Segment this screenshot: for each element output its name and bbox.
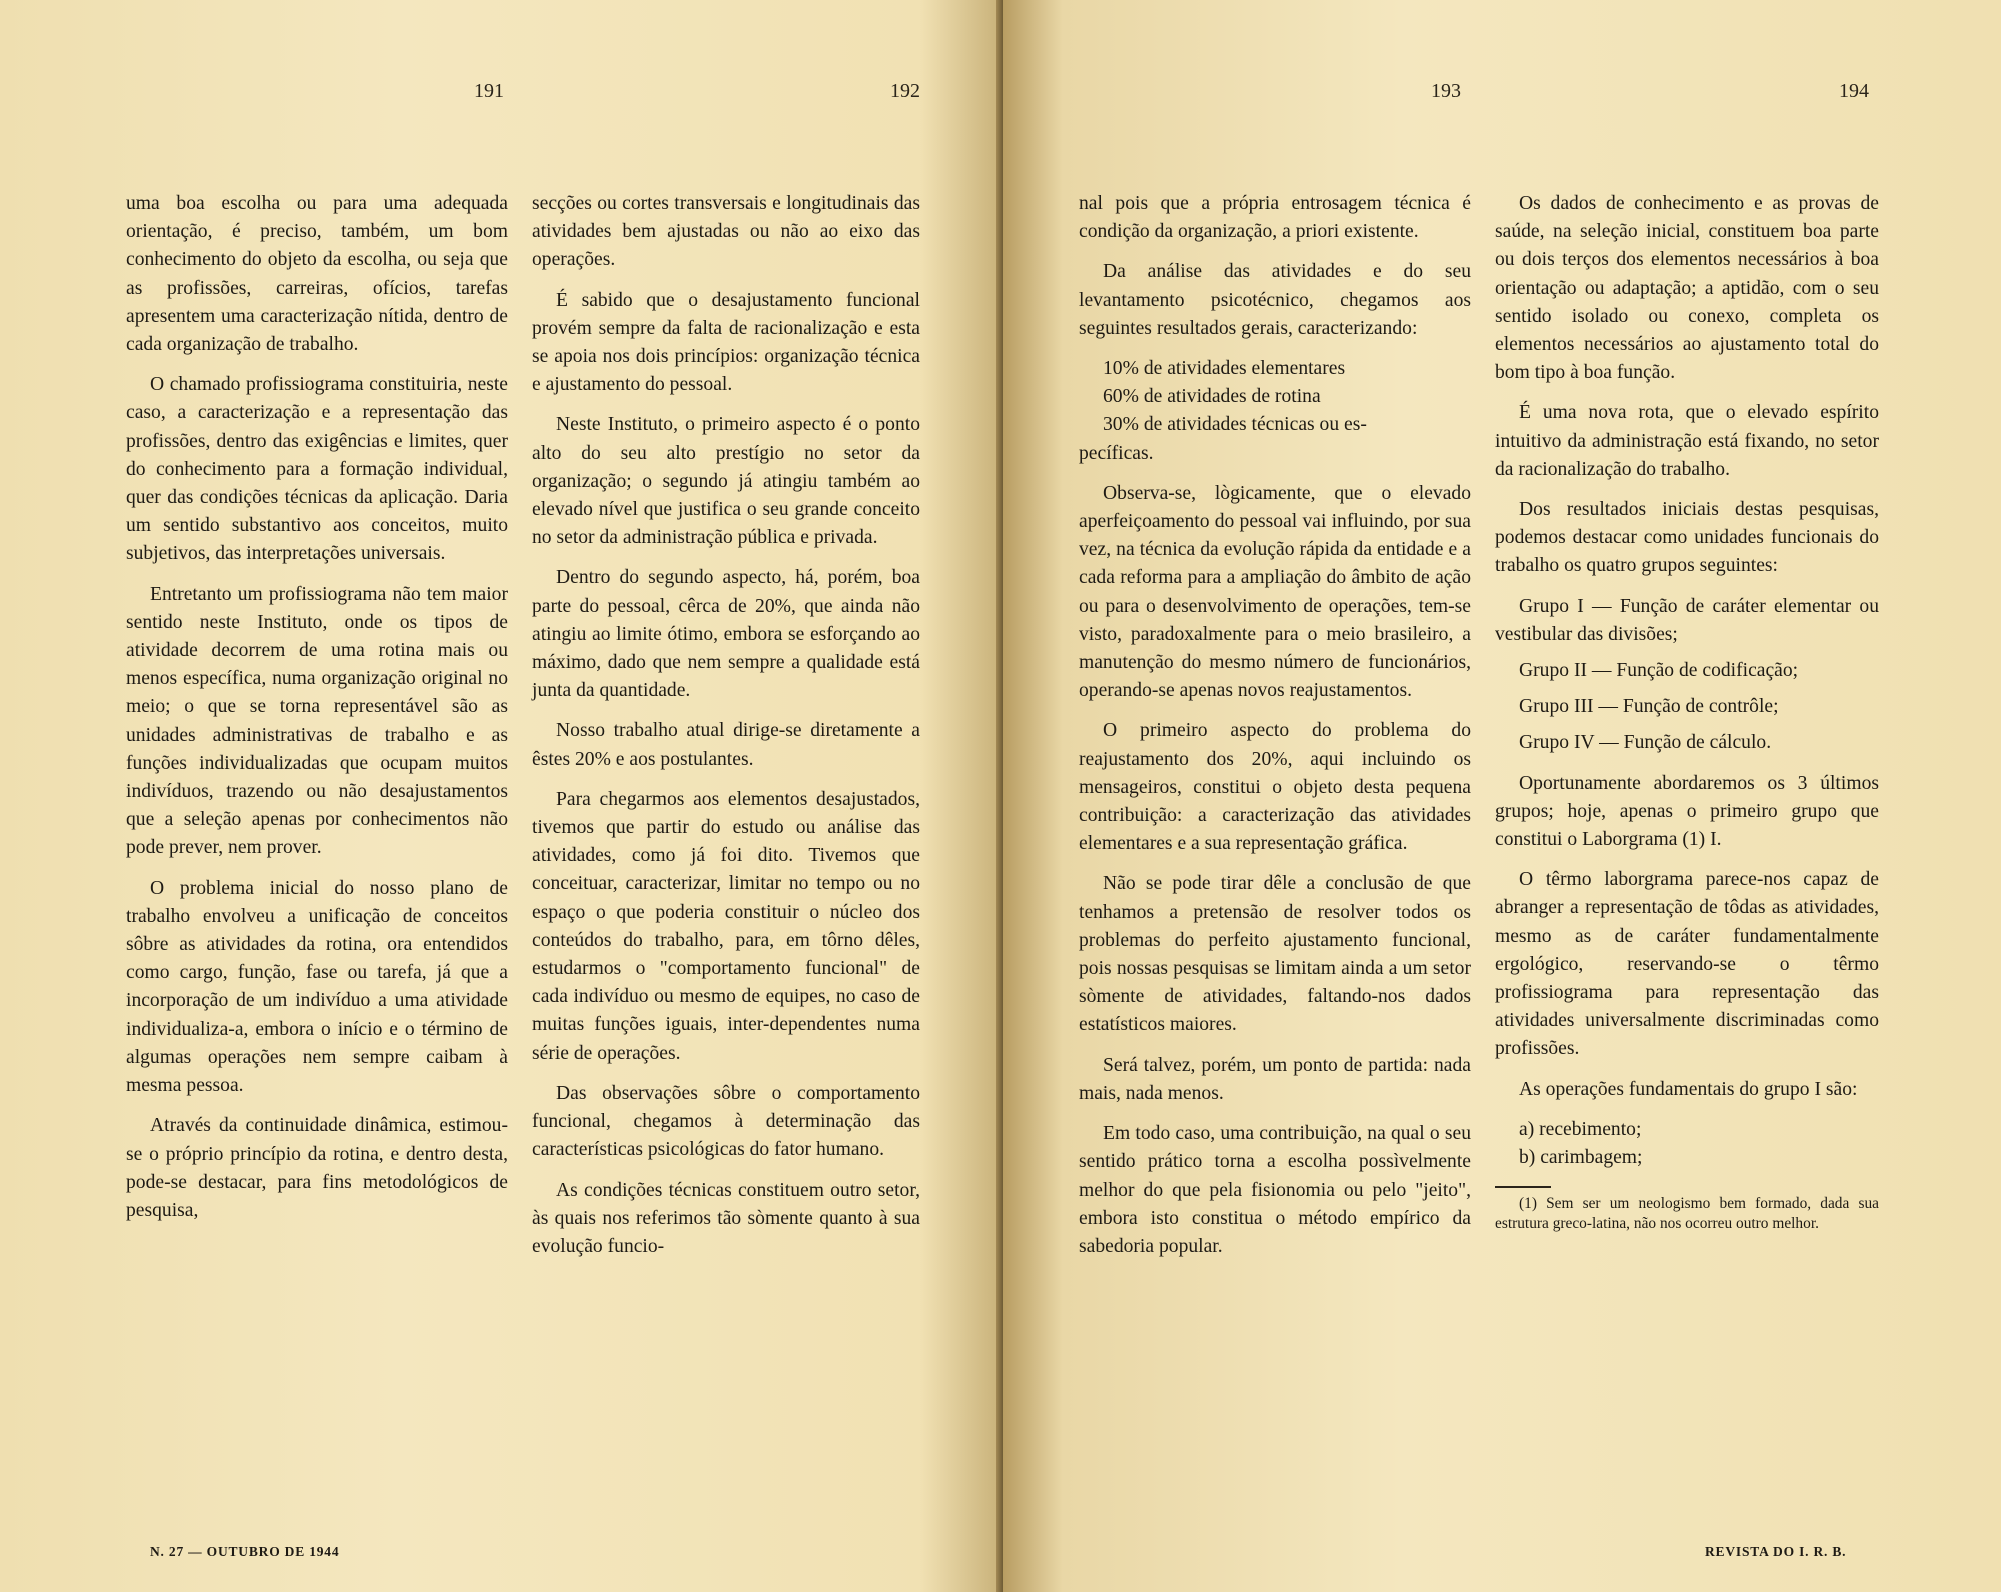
paragraph: Observa-se, lògicamente, que o elevado aperfeiçoamento do pessoal vai influindo, por sua vez, na técnica da evolução rápida da entidade e a cada reforma para a ampliação do âmbito de ação ou para o desenvolvimento de operações, tem-se visto, paradoxalmente para o meio brasileiro, a manutenção do mesmo número de funcionários, operando-se apenas novos reajustamentos. (1079, 482, 1471, 702)
paragraph: Em todo caso, uma contribuição, na qual o seu sentido prático torna a escolha possìvelmente melhor do que pela fisionomia ou pelo "jeito", embora isto constitua o método empírico da sabedoria popular. (1079, 1123, 1471, 1257)
paragraph: As condições técnicas constituem outro setor, às quais nos referimos tão sòmente quanto à sua evolução funcio- (532, 1179, 920, 1257)
column-page-191 (126, 190, 508, 1237)
page-number-193: 193 (1431, 80, 1461, 102)
paragraph: É sabido que o desajustamento funcional provém sempre da falta de racionalização e esta se apoia nos dois princípios: organização técnica e ajustamento do pessoal. (532, 289, 920, 396)
footer-issue: N. 27 — OUTUBRO DE 1944 (150, 1544, 340, 1559)
left-page (0, 0, 1000, 1592)
paragraph: Das observações sôbre o comportamento funcional, chegamos à determinação das características psicológicas do fator humano. (532, 1082, 920, 1161)
paragraph: Será talvez, porém, um ponto de partida: nada mais, nada menos. (1079, 1054, 1471, 1104)
paragraph: Oportunamente abordaremos os 3 últimos grupos; hoje, apenas o primeiro grupo que constitui o Laborgrama (1) I. (1495, 772, 1879, 851)
footer-journal: REVISTA DO I. R. B. (1705, 1544, 1847, 1559)
paragraph: Neste Instituto, o primeiro aspecto é o ponto alto do seu alto prestígio no setor da organização; o segundo já atingiu também ao elevado nível que justifica o seu grande conceito no setor da administração pública e privada. (532, 414, 920, 549)
grupo-item: Grupo IV — Função de cálculo. (1519, 732, 1772, 754)
page-number-192: 192 (890, 80, 920, 102)
column-page-194 (1495, 190, 1879, 1246)
paragraph: Entretanto um profissiograma não tem maior sentido neste Instituto, onde os tipos de atividade decorrem de uma rotina mais ou menos específica, numa organização original no meio; o que se torna representável são as unidades administrativas de trabalho e as funções individualizadas que ocupam muitos indivíduos, trazendo ou não desajustamentos que a seleção apenas por conhecimentos não pode prever, nem prover. (126, 583, 508, 859)
page-number-191: 191 (474, 80, 504, 102)
paragraph: As operações fundamentais do grupo I são: (1519, 1078, 1858, 1100)
grupo-item: Grupo III — Função de contrôle; (1519, 696, 1779, 718)
paragraph: Da análise das atividades e do seu levantamento psicotécnico, chegamos aos seguintes resultados gerais, caracterizando: (1079, 261, 1471, 339)
grupo-item: Grupo I — Função de caráter elementar ou vestibular das divisões; (1495, 595, 1879, 645)
grupo-item: Grupo II — Função de codificação; (1519, 660, 1799, 682)
paragraph: Através da continuidade dinâmica, estimou-se o próprio princípio da rotina, e dentro desta, pode-se destacar, para fins metodológicos de pesquisa, (126, 1115, 508, 1221)
column-page-192 (532, 190, 920, 1273)
paragraph: nal pois que a própria entrosagem técnica é condição da organização, a priori existente. (1079, 193, 1471, 243)
paragraph: uma boa escolha ou para uma adequada orientação, é preciso, também, um bom conhecimento do objeto da escolha, ou seja que as profissões, carreiras, ofícios, tarefas apresentem uma caracterização nítida, dentro de cada organização de trabalho. (126, 193, 508, 356)
stat-line: 60% de atividades de rotina (1103, 386, 1321, 408)
paragraph: O problema inicial do nosso plano de trabalho envolveu a unificação de conceitos sôbre as atividades da rotina, ora entendidos como cargo, função, fase ou tarefa, já que a incorporação de um indivíduo a uma atividade individualiza-a, embora o início e o término de algumas operações nem sempre caibam à mesma pessoa. (126, 877, 508, 1097)
paragraph: Nosso trabalho atual dirige-se diretamente a êstes 20% e aos postulantes. (532, 720, 920, 770)
paragraph: Não se pode tirar dêle a conclusão de que tenhamos a pretensão de resolver todos os problemas do perfeito ajustamento funcional, pois nossas pesquisas se limitam ainda a um setor sòmente de atividades, faltando-nos dados estatísticos maiores. (1079, 873, 1471, 1036)
stat-line-tail: pecíficas. (1079, 442, 1154, 464)
footnote: (1) Sem ser um neologismo bem formado, dada sua estrutura greco-latina, não nos ocorreu outro melhor. (1495, 1195, 1879, 1233)
column-page-193 (1079, 190, 1471, 1273)
footnote-rule (1495, 1186, 1551, 1188)
stat-line: 30% de atividades técnicas ou es- (1103, 414, 1367, 436)
operation-item: a) recebimento; (1519, 1118, 1642, 1140)
paragraph: secções ou cortes transversais e longitudinais das atividades bem ajustadas ou não ao eixo das operações. (532, 193, 920, 271)
stats-list (1079, 355, 1471, 468)
paragraph: É uma nova rota, que o elevado espírito intuitivo da administração está fixando, no setor da racionalização do trabalho. (1495, 402, 1879, 480)
paragraph: Dos resultados iniciais destas pesquisas, podemos destacar como unidades funcionais do trabalho os quatro grupos seguintes: (1495, 499, 1879, 577)
grupos-list (1495, 593, 1879, 758)
paragraph: O primeiro aspecto do problema do reajustamento dos 20%, aqui incluindo os mensageiros, constitui o objeto desta pequena contribuição: a caracterização das atividades elementares e a sua representação gráfica. (1079, 720, 1471, 855)
operation-item: b) carimbagem; (1519, 1147, 1643, 1169)
paragraph: O têrmo laborgrama parece-nos capaz de abranger a representação de tôdas as atividades, mesmo as de caráter fundamentalmente ergológico, reservando-se o têrmo profissiograma para representação das atividades universalmente discriminadas como profissões. (1495, 869, 1879, 1060)
paragraph: Dentro do segundo aspecto, há, porém, boa parte do pessoal, cêrca de 20%, que ainda não atingiu ao limite ótimo, embora se esforçando ao máximo, dado que nem sempre a qualidade está junta da quantidade. (532, 567, 920, 702)
paragraph: Os dados de conhecimento e as provas de saúde, na seleção inicial, constituem boa parte ou dois terços dos elementos necessários à boa orientação ou adaptação; a aptidão, com o seu sentido isolado ou conexo, completa os elementos necessários ao ajustamento total do bom tipo à boa função. (1495, 193, 1879, 384)
page-number-194: 194 (1839, 80, 1869, 102)
right-page (1003, 0, 2001, 1592)
paragraph: Para chegarmos aos elementos desajustados, tivemos que partir do estudo ou análise das atividades, como já foi dito. Tivemos que conceituar, caracterizar, limitar no tempo ou no espaço o que poderia constituir o núcleo dos conteúdos do trabalho, para, em tôrno dêles, estudarmos o "comportamento funcional" de cada indivíduo ou mesmo de equipes, no caso de muitas funções iguais, inter-dependentes numa série de operações. (532, 788, 920, 1064)
paragraph: O chamado profissiograma constituiria, neste caso, a caracterização e a representação das profissões, dentro das exigências e limites, quer do conhecimento para a formação individual, quer das condições técnicas da aplicação. Daria um sentido substantivo aos conceitos, muito subjetivos, das interpretações universais. (126, 374, 508, 565)
stat-line: 10% de atividades elementares (1103, 358, 1346, 380)
